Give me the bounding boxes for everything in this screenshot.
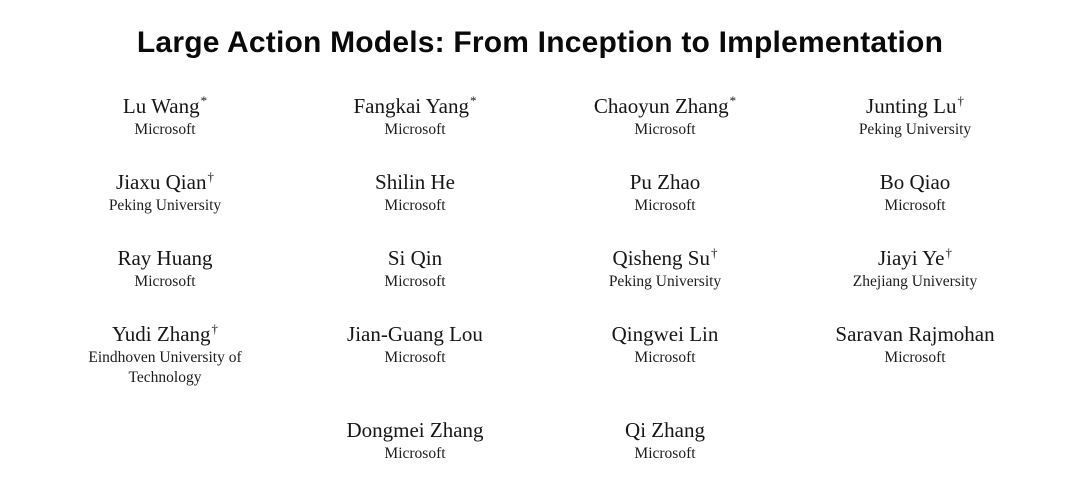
author-name xyxy=(540,169,790,195)
author-affiliation: Microsoft xyxy=(634,121,696,138)
author-affiliation: Microsoft xyxy=(134,273,196,290)
author-name-text: Qingwei Lin xyxy=(611,322,719,346)
author-affiliation: Microsoft xyxy=(884,349,946,366)
author-entry xyxy=(290,169,540,216)
author-affiliation: Microsoft xyxy=(884,197,946,214)
author-entry xyxy=(290,245,540,292)
author-superscript-mark: † xyxy=(211,321,219,336)
author-name xyxy=(40,321,290,347)
author-name xyxy=(290,417,540,443)
author-affiliation: Peking University xyxy=(608,273,722,290)
author-superscript-mark: * xyxy=(729,93,737,108)
author-entry xyxy=(540,321,790,388)
author-name-text: Junting Lu xyxy=(866,94,957,118)
author-name xyxy=(290,245,540,271)
author-name-text: Shilin He xyxy=(375,170,455,194)
author-entry xyxy=(40,169,290,216)
author-name xyxy=(290,321,540,347)
author-name-text: Yudi Zhang xyxy=(111,322,211,346)
author-name xyxy=(790,321,1040,347)
author-affiliation: Microsoft xyxy=(384,349,446,366)
author-name xyxy=(790,93,1040,119)
author-affiliation: Microsoft xyxy=(384,445,446,462)
author-superscript-mark: † xyxy=(957,93,964,108)
author-entry xyxy=(790,169,1040,216)
authors-grid xyxy=(0,93,1080,464)
author-name-text: Jian-Guang Lou xyxy=(347,322,483,346)
author-affiliation: Eindhoven University of Technology xyxy=(88,349,242,386)
author-entry xyxy=(290,417,540,464)
author-entry xyxy=(540,417,790,464)
author-affiliation: Zhejiang University xyxy=(852,273,978,290)
author-affiliation: Microsoft xyxy=(384,197,446,214)
author-affiliation: Microsoft xyxy=(384,121,446,138)
author-entry xyxy=(40,93,290,140)
authors-row xyxy=(40,417,1040,464)
author-name-text: Qisheng Su xyxy=(612,246,710,270)
author-name xyxy=(790,245,1040,271)
author-name-text: Jiaxu Qian xyxy=(116,170,207,194)
author-entry xyxy=(790,245,1040,292)
author-superscript-mark: * xyxy=(470,93,477,108)
author-affiliation: Microsoft xyxy=(634,197,696,214)
author-name xyxy=(40,245,290,271)
author-entry xyxy=(40,321,290,388)
author-affiliation: Peking University xyxy=(108,197,222,214)
author-name-text: Qi Zhang xyxy=(625,418,705,442)
paper-title: Large Action Models: From Inception to Implementation xyxy=(136,26,944,59)
author-name xyxy=(40,169,290,195)
author-name-text: Ray Huang xyxy=(117,246,213,270)
author-name-text: Saravan Rajmohan xyxy=(835,322,995,346)
author-name-text: Fangkai Yang xyxy=(353,94,469,118)
author-entry xyxy=(540,169,790,216)
author-superscript-mark: † xyxy=(945,245,953,260)
authors-row xyxy=(40,93,1040,140)
author-affiliation: Peking University xyxy=(858,121,972,138)
author-name-text: Lu Wang xyxy=(122,94,200,118)
author-entry xyxy=(790,321,1040,388)
author-name-text: Pu Zhao xyxy=(629,170,701,194)
author-name xyxy=(40,93,290,119)
author-name xyxy=(290,169,540,195)
author-superscript-mark: † xyxy=(710,245,718,260)
authors-row xyxy=(40,245,1040,292)
author-entry xyxy=(790,93,1040,140)
author-affiliation: Microsoft xyxy=(634,349,696,366)
author-entry xyxy=(40,245,290,292)
author-entry xyxy=(540,93,790,140)
authors-row xyxy=(40,169,1040,216)
author-name-text: Chaoyun Zhang xyxy=(593,94,729,118)
author-name-text: Jiayi Ye xyxy=(877,246,945,270)
author-affiliation: Microsoft xyxy=(384,273,446,290)
author-entry xyxy=(540,245,790,292)
author-affiliation: Microsoft xyxy=(634,445,696,462)
author-entry xyxy=(290,321,540,388)
author-affiliation: Microsoft xyxy=(134,121,196,138)
author-name-text: Si Qin xyxy=(387,246,443,270)
author-superscript-mark: * xyxy=(200,93,208,108)
author-superscript-mark: † xyxy=(207,169,214,184)
author-name xyxy=(540,417,790,443)
author-name xyxy=(790,169,1040,195)
author-name-text: Dongmei Zhang xyxy=(346,418,484,442)
author-name xyxy=(290,93,540,119)
author-name xyxy=(540,245,790,271)
author-name xyxy=(540,321,790,347)
author-name xyxy=(540,93,790,119)
author-name-text: Bo Qiao xyxy=(879,170,951,194)
author-entry xyxy=(290,93,540,140)
authors-row xyxy=(40,321,1040,388)
